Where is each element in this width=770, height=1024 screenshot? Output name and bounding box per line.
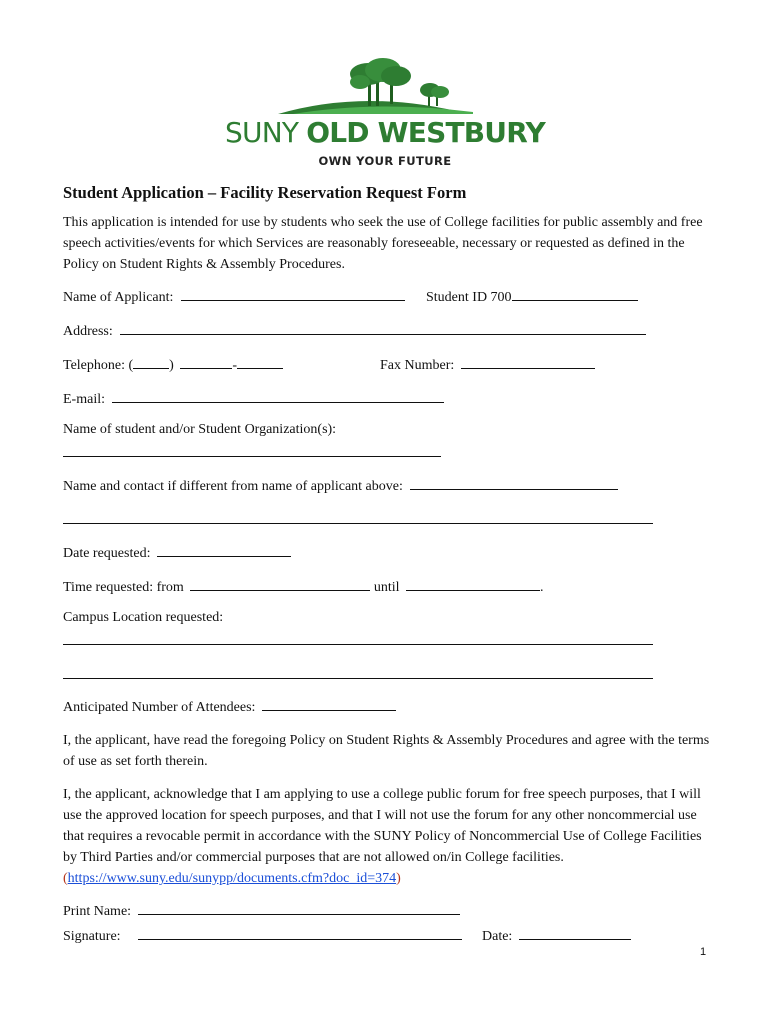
fax-field[interactable] (461, 355, 595, 369)
logo-word-old-westbury: OLD WESTBURY (306, 116, 545, 149)
signature-field[interactable] (138, 926, 462, 940)
telephone-prefix-field[interactable] (180, 355, 232, 369)
date-requested-row (63, 543, 291, 562)
time-until-field[interactable] (406, 577, 540, 591)
logo-word-suny: SUNY (225, 116, 307, 149)
telephone-dash: - (232, 358, 238, 373)
intro-paragraph: This application is intended for use by students who seek the use of College facilities for public assembly and free speech activities/events for which Services are reasonably foreseeable, necessary or requested as defined in the Policy on Student Rights & Assembly Procedures. (63, 215, 703, 272)
telephone-paren-close: ) (169, 358, 174, 373)
telephone-area-code-field[interactable] (133, 355, 169, 369)
date-label: Date: (482, 929, 513, 944)
acknowledgement-forum (63, 784, 713, 889)
telephone-line-field[interactable] (237, 355, 283, 369)
student-id-field[interactable] (512, 287, 638, 301)
contact-field-line-2[interactable] (63, 523, 653, 524)
attendees-label: Anticipated Number of Attendees: (63, 700, 256, 715)
email-row (63, 389, 444, 408)
tree-hill-logo-icon (218, 58, 552, 118)
logo-wordmark (218, 116, 552, 149)
time-from-label: Time requested: from (63, 580, 184, 595)
applicant-name-label: Name of Applicant: (63, 290, 174, 305)
telephone-label: Telephone: ( (63, 358, 134, 373)
applicant-name-row (63, 287, 405, 306)
logo-tagline: OWN YOUR FUTURE (318, 154, 452, 168)
organization-label: Name of student and/or Student Organization(s): (63, 422, 337, 437)
student-id-row (426, 287, 638, 306)
link-paren-open: ( (63, 871, 68, 886)
applicant-name-field[interactable] (181, 287, 405, 301)
location-field-line-2[interactable] (63, 678, 653, 679)
time-requested-row (63, 577, 543, 596)
telephone-row (63, 355, 283, 374)
time-period: . (539, 580, 544, 595)
page-number: 1 (700, 946, 707, 958)
location-label: Campus Location requested: (63, 610, 224, 625)
attendees-row (63, 697, 396, 716)
acknowledgement-policy: I, the applicant, have read the foregoing Policy on Student Rights & Assembly Procedures and agree with the terms of use as set forth therein. (63, 733, 710, 769)
address-row (63, 321, 646, 340)
time-until-label: until (373, 580, 400, 595)
date-row (482, 926, 631, 945)
print-name-row (63, 901, 460, 920)
acknowledgement-forum-text: I, the applicant, acknowledge that I am applying to use a college public forum for free speech purposes, that I will use the approved location for speech purposes, and that I will not use the forum for any other noncommercial use that requires a revocable permit in accordance with the SUNY Policy of Noncommercial Use of College Facilities by Third Parties and/or commercial purposes that are not allowed on/in College facilities. (63, 787, 702, 865)
address-field[interactable] (120, 321, 646, 335)
suny-policy-link[interactable]: https://www.suny.edu/sunypp/documents.cfm?doc_id=374 (67, 871, 397, 886)
organization-field[interactable] (63, 456, 441, 457)
link-paren-close: ) (396, 871, 401, 886)
date-field[interactable] (519, 926, 631, 940)
contact-row (63, 476, 618, 495)
signature-label: Signature: (63, 929, 121, 944)
email-label: E-mail: (63, 392, 105, 407)
location-field-line-1[interactable] (63, 644, 653, 645)
form-title: Student Application – Facility Reservation Request Form (63, 183, 467, 202)
time-from-field[interactable] (190, 577, 370, 591)
suny-old-westbury-logo (218, 58, 552, 174)
date-requested-label: Date requested: (63, 546, 151, 561)
date-requested-field[interactable] (157, 543, 291, 557)
print-name-label: Print Name: (63, 904, 132, 919)
contact-label: Name and contact if different from name of applicant above: (63, 479, 403, 494)
contact-field[interactable] (410, 476, 618, 490)
fax-label: Fax Number: (380, 358, 455, 373)
signature-row (63, 926, 462, 945)
student-id-label: Student ID 700 (426, 290, 512, 305)
address-label: Address: (63, 324, 113, 339)
print-name-field[interactable] (138, 901, 460, 915)
email-field[interactable] (112, 389, 444, 403)
fax-row (380, 355, 595, 374)
attendees-field[interactable] (262, 697, 396, 711)
